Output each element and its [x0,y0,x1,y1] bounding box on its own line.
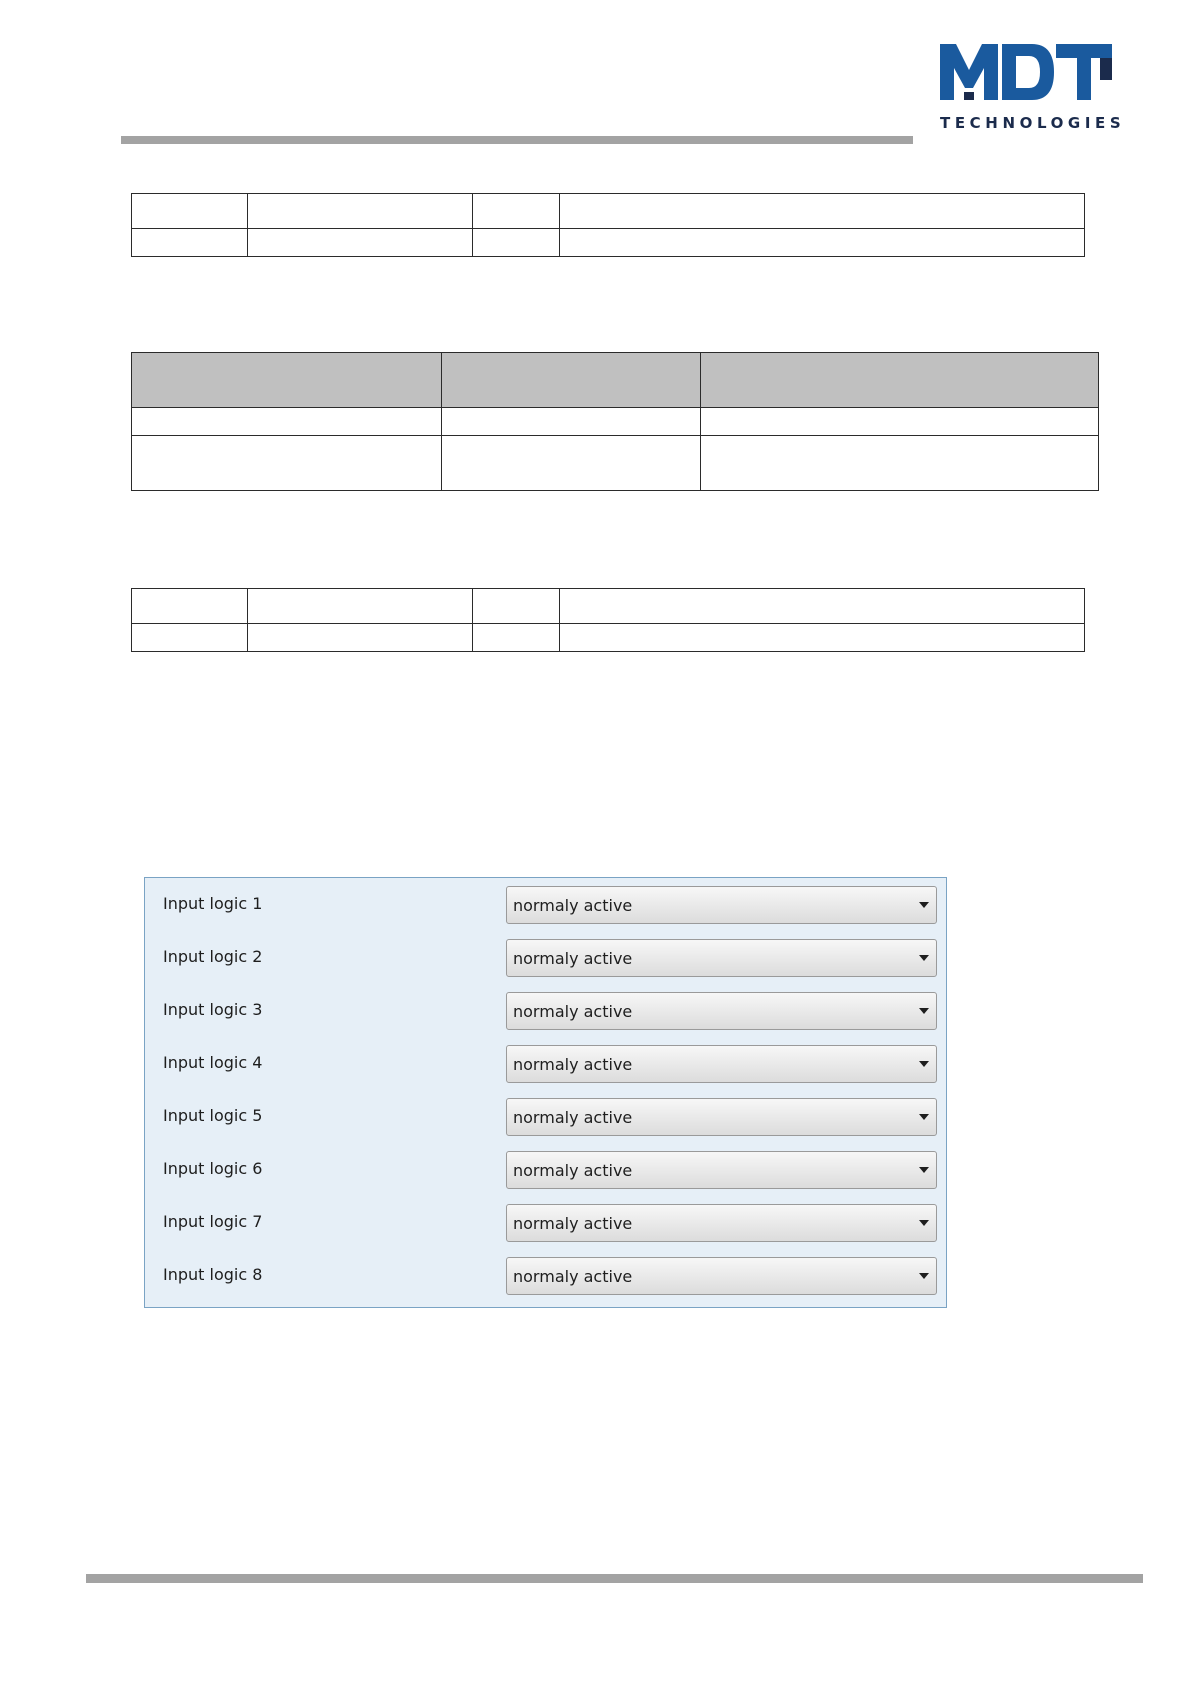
table-header-cell [701,353,1099,408]
table-row [132,589,1085,624]
select-value: normaly active [513,949,633,968]
select-value: normaly active [513,1002,633,1021]
table-cell [560,194,1085,229]
table-cell [132,408,442,436]
input-logic-7-select[interactable] [506,1204,937,1242]
input-logic-row-2 [145,931,946,969]
table-cell [248,194,473,229]
table-header-cell [132,353,442,408]
chevron-down-icon [919,955,929,961]
select-value: normaly active [513,1161,633,1180]
input-logic-6-select[interactable] [506,1151,937,1189]
input-logic-5-select[interactable] [506,1098,937,1136]
input-logic-label: Input logic 8 [163,1265,263,1284]
select-value: normaly active [513,1055,633,1074]
input-logic-row-3 [145,984,946,1022]
input-logic-label: Input logic 6 [163,1159,263,1178]
chevron-down-icon [919,1114,929,1120]
table-header-cell [442,353,701,408]
table-3 [131,588,1085,652]
table-cell [701,408,1099,436]
brand-subtitle: TECHNOLOGIES [940,114,1126,132]
table-cell [473,589,560,624]
table-row [132,436,1099,491]
select-value: normaly active [513,1214,633,1233]
chevron-down-icon [919,1008,929,1014]
input-logic-row-6 [145,1143,946,1181]
input-logic-3-select[interactable] [506,992,937,1030]
select-value: normaly active [513,1267,633,1286]
input-logic-label: Input logic 2 [163,947,263,966]
table-cell [560,624,1085,652]
input-logic-label: Input logic 1 [163,894,263,913]
input-logic-row-4 [145,1037,946,1075]
table-row [132,408,1099,436]
select-value: normaly active [513,896,633,915]
mdt-logo [940,44,1126,134]
table-cell [473,194,560,229]
table-2 [131,352,1099,491]
table-header-row [132,353,1099,408]
input-logic-row-7 [145,1196,946,1234]
footer-rule [86,1574,1143,1583]
table-cell [248,589,473,624]
chevron-down-icon [919,1167,929,1173]
input-logic-panel [144,877,947,1308]
header-rule [121,136,913,144]
chevron-down-icon [919,1273,929,1279]
table-cell [473,229,560,257]
input-logic-2-select[interactable] [506,939,937,977]
input-logic-label: Input logic 5 [163,1106,263,1125]
table-cell [132,194,248,229]
chevron-down-icon [919,1220,929,1226]
mdt-logo-mark [940,44,1112,106]
table-cell [132,589,248,624]
table-row [132,624,1085,652]
table-cell [560,589,1085,624]
table-row [132,194,1085,229]
input-logic-row-1 [145,878,946,916]
input-logic-1-select[interactable] [506,886,937,924]
table-cell [701,436,1099,491]
table-cell [473,624,560,652]
input-logic-label: Input logic 7 [163,1212,263,1231]
table-cell [132,436,442,491]
input-logic-label: Input logic 3 [163,1000,263,1019]
table-row [132,229,1085,257]
select-value: normaly active [513,1108,633,1127]
table-cell [248,229,473,257]
table-cell [132,624,248,652]
input-logic-8-select[interactable] [506,1257,937,1295]
input-logic-row-5 [145,1090,946,1128]
chevron-down-icon [919,1061,929,1067]
table-cell [442,408,701,436]
input-logic-label: Input logic 4 [163,1053,263,1072]
table-cell [248,624,473,652]
input-logic-4-select[interactable] [506,1045,937,1083]
input-logic-row-8 [145,1249,946,1287]
table-1 [131,193,1085,257]
chevron-down-icon [919,902,929,908]
table-cell [442,436,701,491]
table-cell [560,229,1085,257]
table-cell [132,229,248,257]
